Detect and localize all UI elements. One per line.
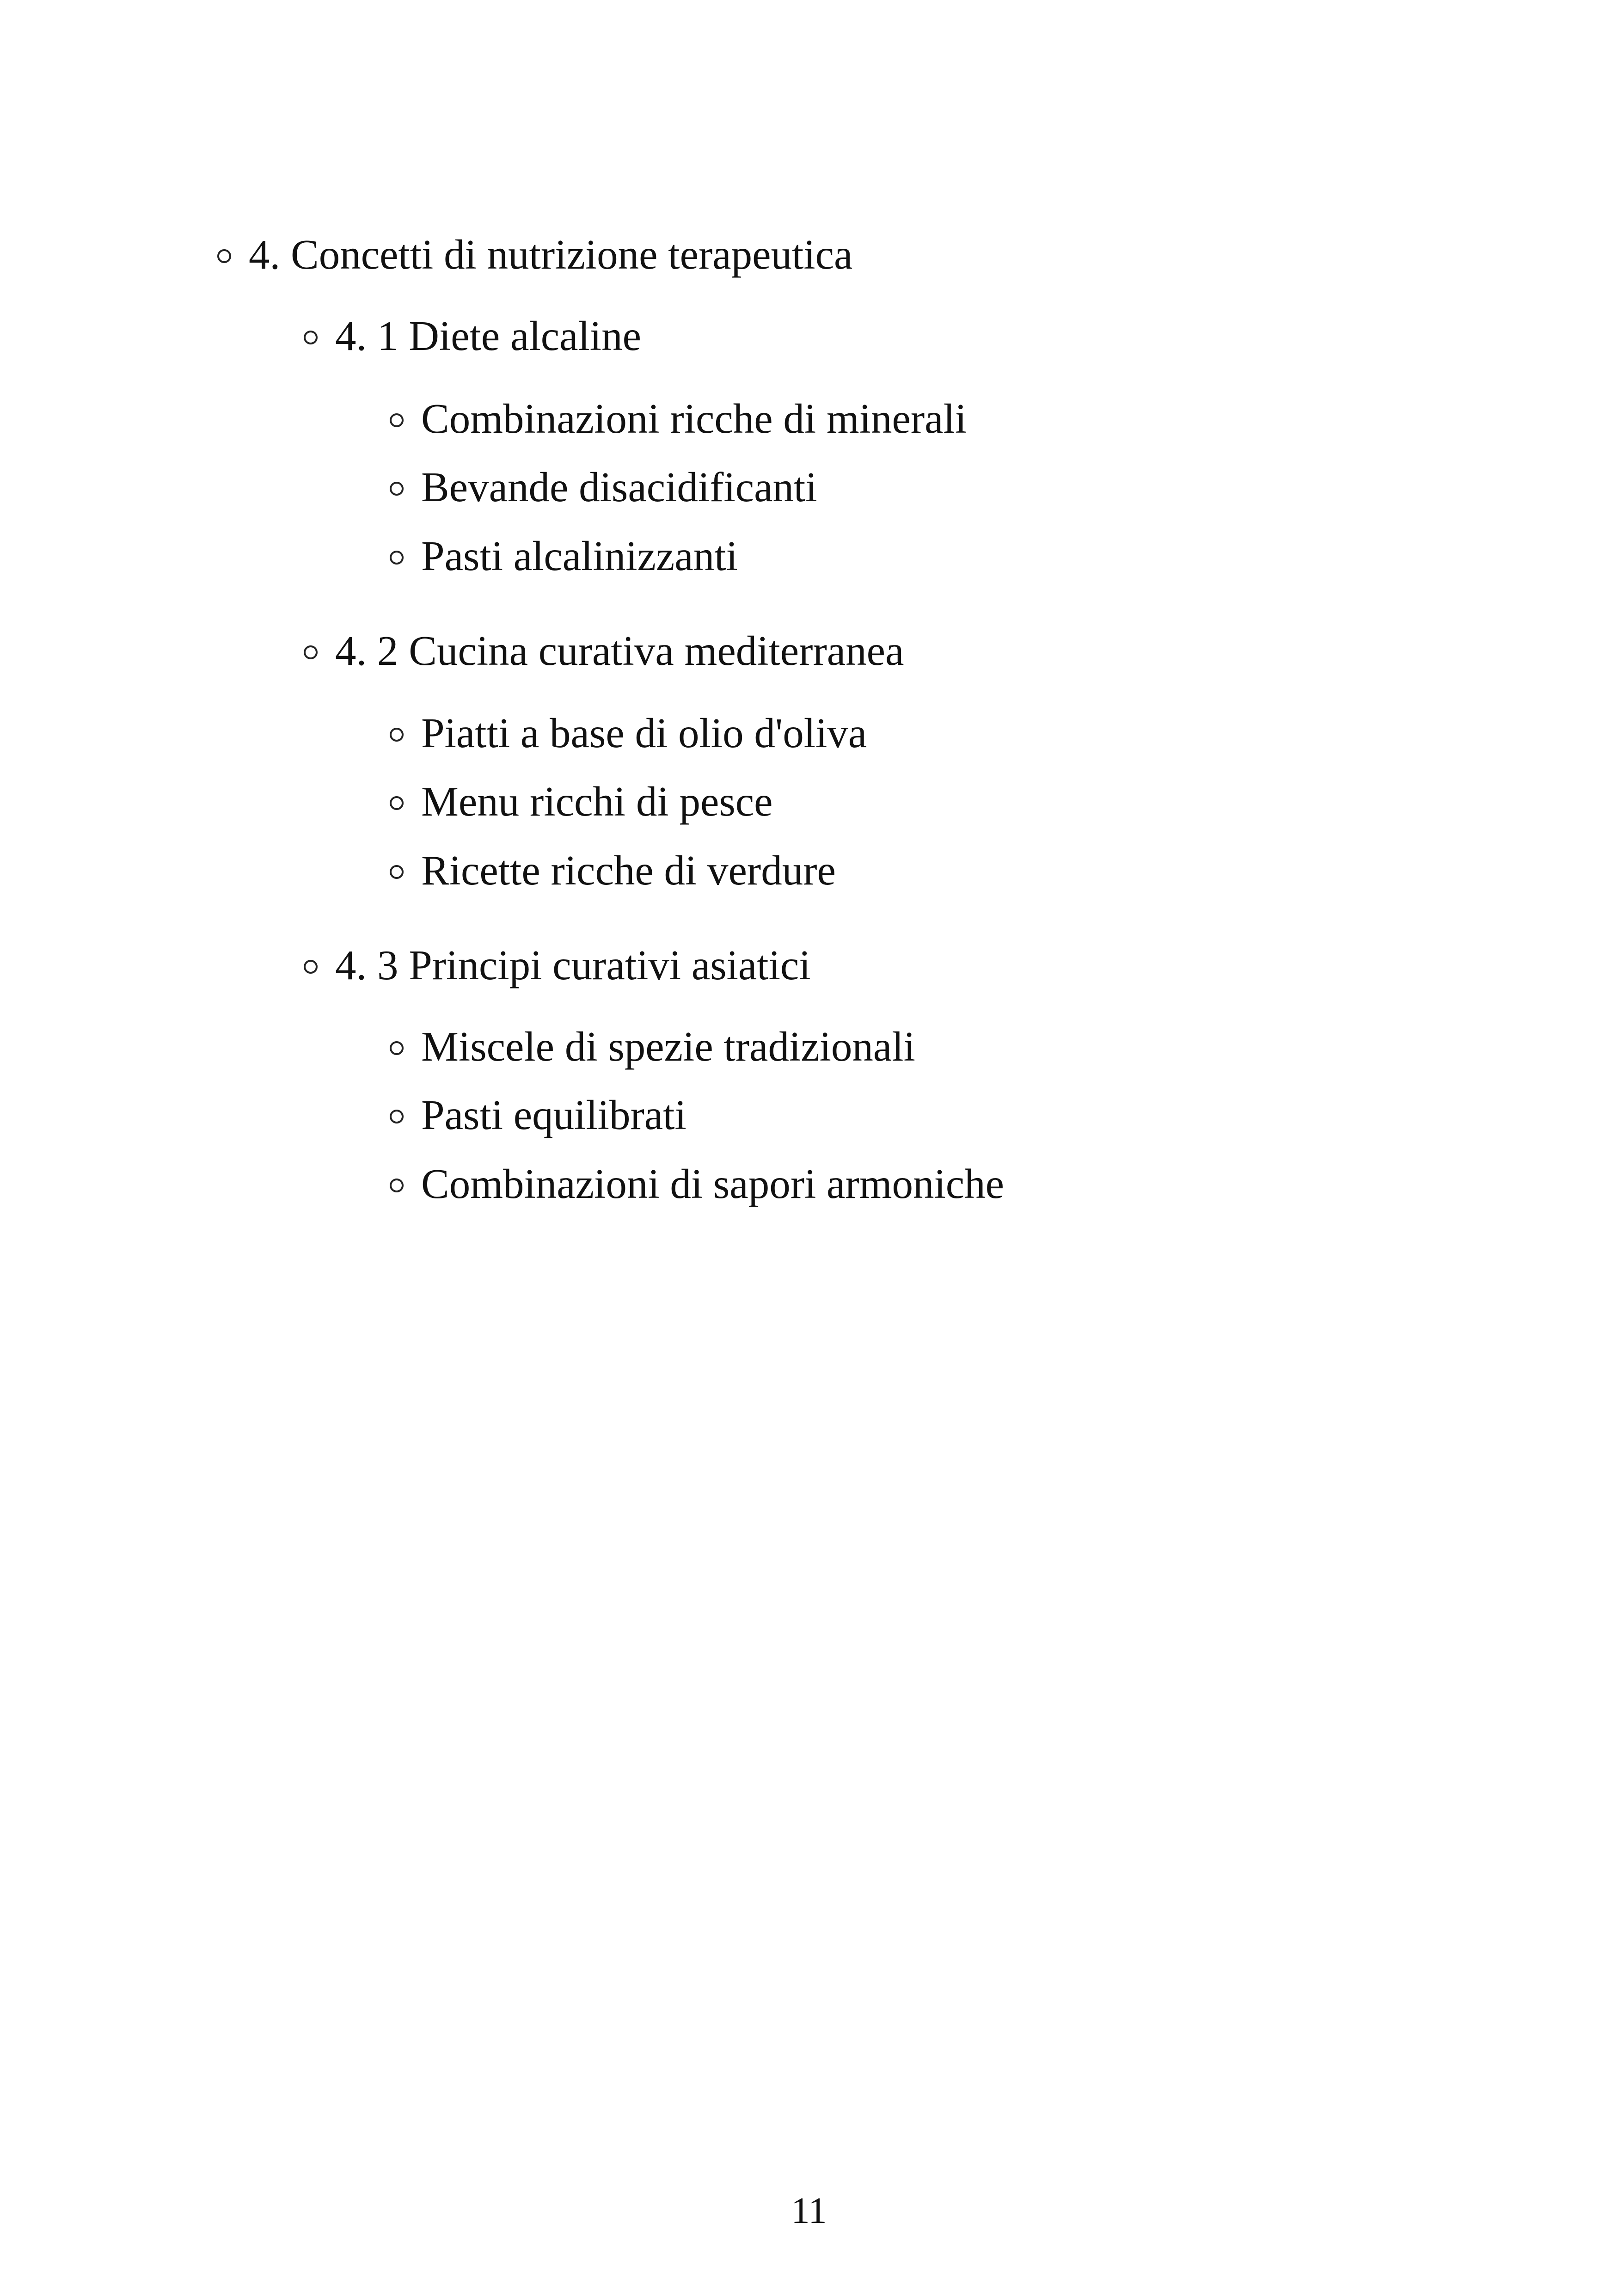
hollow-circle-bullet-icon (304, 960, 318, 974)
list-item-text: Bevande disacidificanti (421, 464, 817, 510)
outline-item-level2 (304, 627, 904, 674)
hollow-circle-bullet-icon (390, 796, 404, 810)
outline-item-level2 (304, 315, 641, 357)
list-item-text: Miscele di spezie tradizionali (421, 1023, 915, 1070)
list-item-text: Combinazioni di sapori armoniche (421, 1160, 1005, 1207)
outline-item-level3 (390, 712, 867, 754)
list-item-text: Menu ricchi di pesce (421, 778, 773, 825)
outline-item-level3 (390, 1025, 915, 1068)
hollow-circle-bullet-icon (304, 645, 318, 659)
hollow-circle-bullet-icon (390, 482, 404, 496)
list-item-text: Combinazioni ricche di minerali (421, 395, 967, 442)
list-item-text: Pasti alcalinizzanti (421, 533, 738, 579)
hollow-circle-bullet-icon (304, 331, 318, 344)
outline-item-level3 (390, 847, 836, 894)
outline-item-level3 (390, 535, 738, 577)
section-label: 4. 2 Cucina curativa mediterranea (335, 627, 904, 674)
outline-item-level3 (390, 1094, 686, 1136)
hollow-circle-bullet-icon (390, 551, 404, 565)
hollow-circle-bullet-icon (390, 1179, 404, 1192)
outline-title: 4. Concetti di nutrizione terapeutica (249, 231, 853, 278)
section-label: 4. 3 Principi curativi asiatici (335, 942, 811, 988)
hollow-circle-bullet-icon (390, 865, 404, 879)
hollow-circle-bullet-icon (390, 1110, 404, 1123)
page-number: 11 (791, 2191, 827, 2231)
hollow-circle-bullet-icon (390, 728, 404, 742)
outline-item-level1 (217, 233, 852, 276)
outline-item-level3 (390, 466, 817, 508)
section-label: 4. 1 Diete alcaline (335, 313, 641, 359)
outline-item-level3 (390, 395, 967, 442)
outline-item-level3 (390, 1160, 1005, 1207)
list-item-text: Piatti a base di olio d'oliva (421, 710, 867, 756)
outline-item-level3 (390, 780, 773, 823)
list-item-text: Pasti equilibrati (421, 1092, 686, 1138)
hollow-circle-bullet-icon (390, 1041, 404, 1055)
outline-item-level2 (304, 944, 811, 986)
list-item-text: Ricette ricche di verdure (421, 847, 836, 894)
hollow-circle-bullet-icon (390, 413, 404, 427)
hollow-circle-bullet-icon (217, 249, 231, 263)
